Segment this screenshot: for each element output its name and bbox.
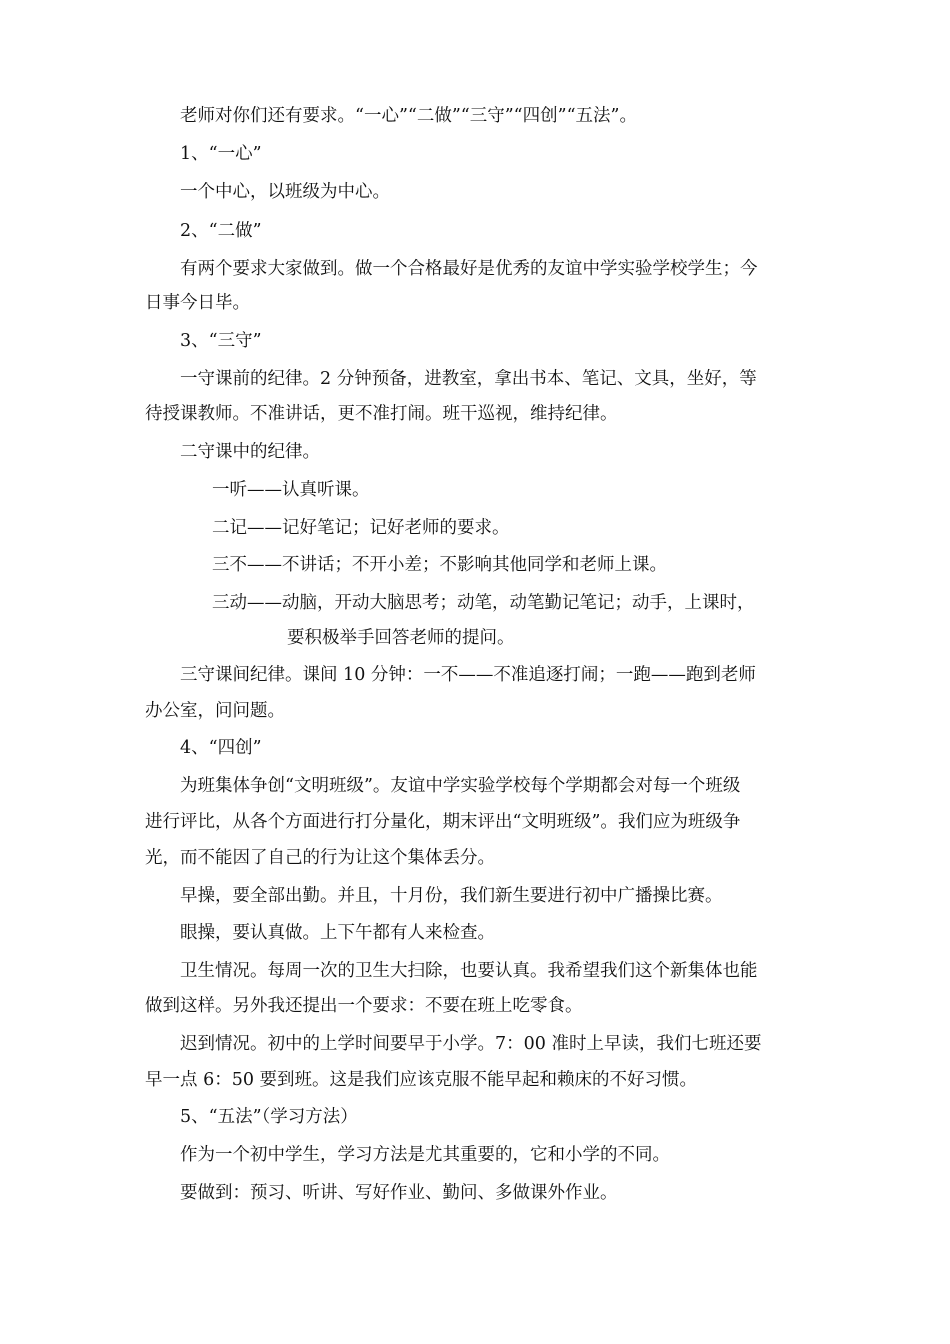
section-heading-2: 2、“二做”	[180, 221, 262, 241]
section-heading-3: 3、“三守”	[180, 331, 262, 351]
section-heading-4: 4、“四创”	[180, 738, 262, 758]
paragraph-line: 一守课前的纪律。2 分钟预备，进教室，拿出书本、笔记、文具，坐好，等	[180, 369, 757, 389]
paragraph-line: 进行评比，从各个方面进行打分量化，期末评出“文明班级”。我们应为班级争	[145, 812, 741, 832]
list-item: 一听——认真听课。	[212, 480, 370, 500]
paragraph-line: 日事今日毕。	[145, 293, 250, 313]
paragraph-line: 要做到：预习、听讲、写好作业、勤问、多做课外作业。	[180, 1183, 618, 1203]
list-item: 三动——动脑，开动大脑思考；动笔，动笔勤记笔记；动手，上课时，	[212, 593, 755, 613]
intro-paragraph: 老师对你们还有要求。“一心”“二做”“三守”“四创”“五法”。	[180, 106, 637, 126]
paragraph-line: 眼操，要认真做。上下午都有人来检查。	[180, 923, 495, 943]
paragraph-line: 作为一个初中学生，学习方法是尤其重要的，它和小学的不同。	[180, 1145, 670, 1165]
paragraph-line: 办公室，问问题。	[145, 701, 285, 721]
paragraph-line: 早一点 6：50 要到班。这是我们应该克服不能早起和赖床的不好习惯。	[145, 1070, 698, 1090]
paragraph-line: 为班集体争创“文明班级”。友谊中学实验学校每个学期都会对每一个班级	[180, 776, 741, 796]
list-item: 三不——不讲话；不开小差；不影响其他同学和老师上课。	[212, 555, 667, 575]
list-item-continuation: 要积极举手回答老师的提问。	[287, 628, 515, 648]
paragraph-line: 早操，要全部出勤。并且，十月份，我们新生要进行初中广播操比赛。	[180, 886, 723, 906]
paragraph-line: 卫生情况。每周一次的卫生大扫除，也要认真。我希望我们这个新集体也能	[180, 961, 758, 981]
section-heading-5: 5、“五法”（学习方法）	[180, 1107, 358, 1127]
list-item: 二记——记好笔记；记好老师的要求。	[212, 518, 510, 538]
section-heading-1: 1、“一心”	[180, 144, 262, 164]
paragraph-line: 二守课中的纪律。	[180, 442, 320, 462]
paragraph-line: 待授课教师。不准讲话，更不准打闹。班干巡视，维持纪律。	[145, 404, 618, 424]
paragraph-line: 做到这样。另外我还提出一个要求：不要在班上吃零食。	[145, 996, 583, 1016]
paragraph-line: 三守课间纪律。课间 10 分钟：一不——不准追逐打闹；一跑——跑到老师	[180, 665, 756, 685]
paragraph-line: 光，而不能因了自己的行为让这个集体丢分。	[145, 848, 495, 868]
paragraph-line: 有两个要求大家做到。做一个合格最好是优秀的友谊中学实验学校学生；今	[180, 259, 758, 279]
paragraph-line: 迟到情况。初中的上学时间要早于小学。7：00 准时上早读，我们七班还要	[180, 1034, 762, 1054]
paragraph-line: 一个中心，以班级为中心。	[180, 182, 390, 202]
